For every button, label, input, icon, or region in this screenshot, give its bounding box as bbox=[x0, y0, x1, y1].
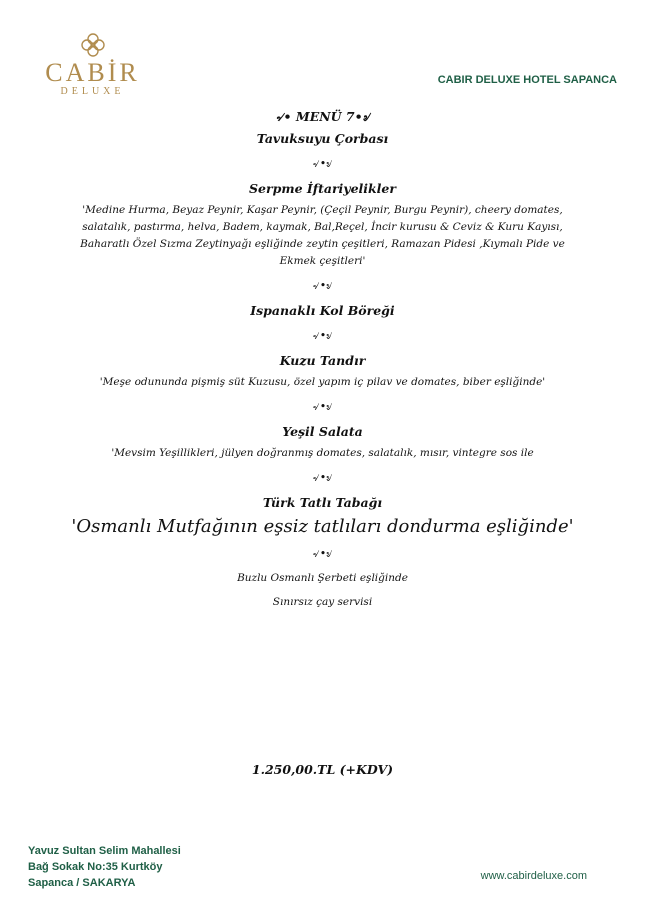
hotel-name: CABIR DELUXE HOTEL SAPANCA bbox=[437, 74, 617, 86]
ornament-divider: ৵•৶ bbox=[312, 279, 333, 292]
ornament-divider: ৵•৶ bbox=[312, 400, 333, 413]
sherbet-line: Buzlu Osmanlı Şerbeti eşliğinde bbox=[237, 572, 408, 584]
flower-emblem-icon bbox=[80, 32, 106, 58]
address-line: Bağ Sokak No:35 Kurtköy bbox=[28, 861, 163, 873]
soup-title: Tavuksuyu Çorbası bbox=[256, 131, 389, 146]
ornament-divider: ৵•৶ bbox=[312, 157, 333, 170]
ornament-divider: ৵•৶ bbox=[312, 471, 333, 484]
address-line: Yavuz Sultan Selim Mahallesi bbox=[28, 845, 181, 857]
dessert-title: Türk Tatlı Tabağı bbox=[262, 495, 383, 510]
address-block bbox=[28, 843, 181, 891]
salad-description: 'Mevsim Yeşillikleri, jülyen doğranmış domates, salatalık, mısır, vintegre sos ile bbox=[111, 447, 534, 459]
logo-subtitle: DELUXE bbox=[60, 86, 125, 97]
ornament-divider: ৵•৶ bbox=[312, 329, 333, 342]
main-course-description: 'Meşe odununda pişmiş süt Kuzusu, özel yapım iç pilav ve domates, biber eşliğinde' bbox=[99, 376, 546, 388]
tea-line: Sınırsız çay servisi bbox=[272, 596, 373, 608]
spread-description: 'Medine Hurma, Beyaz Peynir, Kaşar Peynir, (Çeçil Peynir, Burgu Peynir), cheery domates, salatalık, pastırma, helva, Badem, kaymak, Bal,Reçel, İncir kurusu & Ceviz & Kuru Kayısı, Baharatlı Özel Sızma Zeytinyağı eşliğinde zeytin çeşitleri, Ramazan Pidesi ,Kıymalı Pide ve Ekmek çeşitleri' bbox=[80, 204, 565, 267]
ornament-divider: ৵•৶ bbox=[312, 547, 333, 560]
menu-title: ৵• MENÜ 7•৶ bbox=[275, 109, 370, 124]
salad-title: Yeşil Salata bbox=[282, 424, 363, 439]
borek-title: Ispanaklı Kol Böreği bbox=[250, 303, 395, 318]
dessert-description: 'Osmanlı Mutfağının eşsiz tatlıları dondurma eşliğinde' bbox=[71, 516, 574, 537]
address-line: Sapanca / SAKARYA bbox=[28, 877, 136, 889]
spread-title: Serpme İftariyelikler bbox=[249, 181, 396, 196]
logo-brand: CABİR bbox=[45, 58, 140, 87]
main-course-title: Kuzu Tandır bbox=[279, 353, 366, 368]
menu-content bbox=[0, 108, 645, 610]
menu-price: 1.250,00.TL (+KDV) bbox=[251, 762, 394, 777]
hotel-logo bbox=[30, 32, 155, 98]
website-link[interactable]: www.cabirdeluxe.com bbox=[480, 870, 587, 882]
